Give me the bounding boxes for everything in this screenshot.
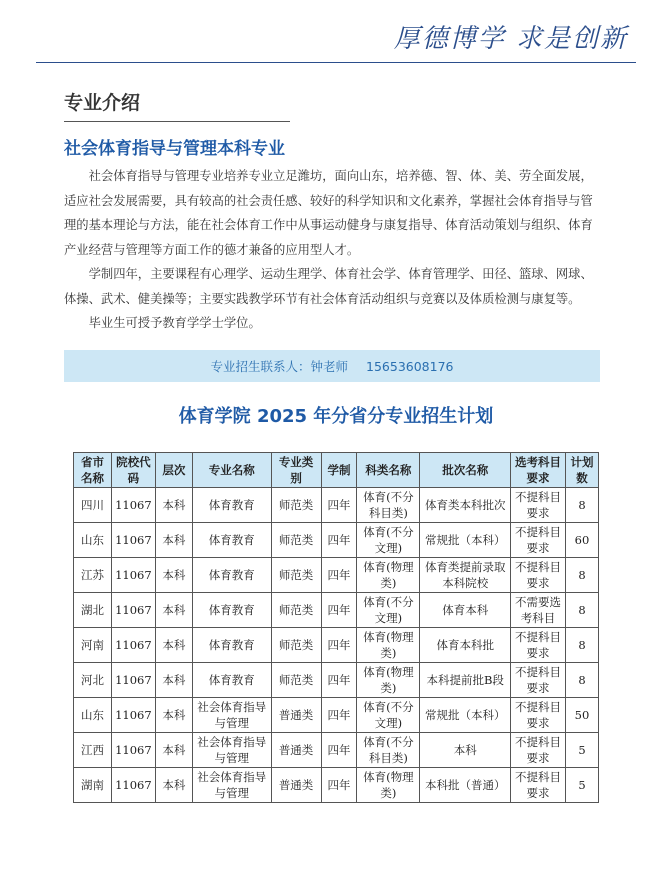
enrollment-plan-table — [73, 452, 599, 803]
cell-plan-count: 8 — [565, 628, 598, 663]
cell-duration: 四年 — [321, 593, 357, 628]
header-subject-requirement: 选考科目要求 — [511, 453, 566, 488]
cell-major-category: 普通类 — [271, 768, 321, 803]
cell-plan-count: 8 — [565, 593, 598, 628]
cell-level: 本科 — [155, 523, 192, 558]
table-body — [74, 488, 599, 803]
section-heading: 专业介绍 — [64, 92, 141, 114]
major-description — [64, 164, 604, 336]
table-row — [74, 663, 599, 698]
cell-batch: 常规批（本科） — [420, 523, 511, 558]
table-row — [74, 593, 599, 628]
header-school-code: 院校代码 — [111, 453, 155, 488]
header-divider — [36, 62, 636, 63]
cell-subject-type: 体育(不分科目类) — [357, 488, 420, 523]
cell-duration: 四年 — [321, 768, 357, 803]
cell-school-code: 11067 — [111, 628, 155, 663]
description-paragraph: 社会体育指导与管理专业培养专业立足潍坊，面向山东，培养德、智、体、美、劳全面发展，适应社会发展需要，具有较高的社会责任感、较好的科学知识和文化素养，掌握社会体育指导与管理的基本理论与方法，能在社会体育工作中从事运动健身与康复指导、体育活动策划与组织、体育产业经营与管理等方面工作的德才兼备的应用型人才。 — [64, 169, 593, 257]
cell-level: 本科 — [155, 558, 192, 593]
table-header-row — [74, 453, 599, 488]
header-major-name: 专业名称 — [192, 453, 271, 488]
cell-subject-requirement: 不提科目要求 — [511, 488, 566, 523]
cell-major-category: 普通类 — [271, 698, 321, 733]
cell-province: 山东 — [74, 523, 112, 558]
cell-subject-type: 体育(不分文理) — [357, 593, 420, 628]
description-paragraph: 毕业生可授予教育学学士学位。 — [88, 316, 261, 330]
cell-major-name: 体育教育 — [192, 663, 271, 698]
cell-plan-count: 8 — [565, 558, 598, 593]
cell-subject-type: 体育(不分科目类) — [357, 733, 420, 768]
cell-school-code: 11067 — [111, 663, 155, 698]
cell-school-code: 11067 — [111, 593, 155, 628]
cell-batch: 本科批（普通） — [420, 768, 511, 803]
table-row — [74, 768, 599, 803]
cell-school-code: 11067 — [111, 698, 155, 733]
cell-batch: 体育本科 — [420, 593, 511, 628]
cell-province: 山东 — [74, 698, 112, 733]
header-province: 省市名称 — [74, 453, 112, 488]
cell-duration: 四年 — [321, 523, 357, 558]
cell-subject-requirement: 不提科目要求 — [511, 663, 566, 698]
cell-subject-type: 体育(物理类) — [357, 663, 420, 698]
table-row — [74, 733, 599, 768]
cell-major-name: 社会体育指导与管理 — [192, 733, 271, 768]
cell-level: 本科 — [155, 698, 192, 733]
cell-subject-requirement: 不提科目要求 — [511, 733, 566, 768]
cell-subject-type: 体育(物理类) — [357, 628, 420, 663]
cell-batch: 体育类本科批次 — [420, 488, 511, 523]
cell-batch: 体育类提前录取本科院校 — [420, 558, 511, 593]
header-plan-count: 计划数 — [565, 453, 598, 488]
cell-plan-count: 8 — [565, 488, 598, 523]
cell-subject-requirement: 不提科目要求 — [511, 523, 566, 558]
cell-duration: 四年 — [321, 733, 357, 768]
header-subject-type: 科类名称 — [357, 453, 420, 488]
cell-province: 湖北 — [74, 593, 112, 628]
cell-subject-type: 体育(物理类) — [357, 768, 420, 803]
cell-major-category: 师范类 — [271, 663, 321, 698]
cell-duration: 四年 — [321, 698, 357, 733]
cell-duration: 四年 — [321, 488, 357, 523]
cell-province: 河北 — [74, 663, 112, 698]
cell-major-category: 师范类 — [271, 558, 321, 593]
table-row — [74, 628, 599, 663]
header-major-category: 专业类别 — [271, 453, 321, 488]
cell-subject-requirement: 不提科目要求 — [511, 628, 566, 663]
table-row — [74, 698, 599, 733]
cell-major-name: 体育教育 — [192, 523, 271, 558]
cell-major-category: 师范类 — [271, 593, 321, 628]
header-level: 层次 — [155, 453, 192, 488]
cell-subject-requirement: 不提科目要求 — [511, 558, 566, 593]
cell-subject-type: 体育(不分文理) — [357, 523, 420, 558]
cell-plan-count: 8 — [565, 663, 598, 698]
cell-province: 江苏 — [74, 558, 112, 593]
cell-subject-requirement: 不需要选考科目 — [511, 593, 566, 628]
cell-major-name: 体育教育 — [192, 628, 271, 663]
cell-major-name: 社会体育指导与管理 — [192, 768, 271, 803]
cell-major-name: 社会体育指导与管理 — [192, 698, 271, 733]
cell-school-code: 11067 — [111, 523, 155, 558]
cell-plan-count: 5 — [565, 733, 598, 768]
cell-major-category: 师范类 — [271, 628, 321, 663]
cell-level: 本科 — [155, 628, 192, 663]
cell-level: 本科 — [155, 593, 192, 628]
cell-level: 本科 — [155, 768, 192, 803]
cell-major-category: 师范类 — [271, 488, 321, 523]
school-motto: 厚德博学 求是创新 — [393, 24, 628, 54]
cell-plan-count: 50 — [565, 698, 598, 733]
cell-plan-count: 60 — [565, 523, 598, 558]
cell-subject-type: 体育(不分文理) — [357, 698, 420, 733]
contact-phone: 15653608176 — [366, 358, 454, 374]
cell-major-category: 普通类 — [271, 733, 321, 768]
cell-level: 本科 — [155, 663, 192, 698]
cell-batch: 体育本科批 — [420, 628, 511, 663]
cell-subject-type: 体育(物理类) — [357, 558, 420, 593]
cell-plan-count: 5 — [565, 768, 598, 803]
cell-province: 河南 — [74, 628, 112, 663]
cell-province: 湖南 — [74, 768, 112, 803]
header-batch: 批次名称 — [420, 453, 511, 488]
table-row — [74, 523, 599, 558]
section-divider — [64, 121, 290, 122]
cell-province: 江西 — [74, 733, 112, 768]
cell-major-name: 体育教育 — [192, 593, 271, 628]
header-duration: 学制 — [321, 453, 357, 488]
cell-subject-requirement: 不提科目要求 — [511, 768, 566, 803]
contact-label: 专业招生联系人：钟老师 — [210, 359, 349, 374]
cell-duration: 四年 — [321, 628, 357, 663]
cell-batch: 本科提前批B段 — [420, 663, 511, 698]
major-title: 社会体育指导与管理本科专业 — [64, 139, 285, 159]
cell-level: 本科 — [155, 488, 192, 523]
cell-level: 本科 — [155, 733, 192, 768]
plan-title: 体育学院 2025 年分省分专业招生计划 — [178, 406, 494, 427]
cell-batch: 常规批（本科） — [420, 698, 511, 733]
cell-duration: 四年 — [321, 558, 357, 593]
cell-batch: 本科 — [420, 733, 511, 768]
table-row — [74, 488, 599, 523]
cell-major-name: 体育教育 — [192, 558, 271, 593]
table-row — [74, 558, 599, 593]
cell-school-code: 11067 — [111, 768, 155, 803]
cell-major-category: 师范类 — [271, 523, 321, 558]
cell-duration: 四年 — [321, 663, 357, 698]
contact-bar — [64, 350, 600, 382]
cell-province: 四川 — [74, 488, 112, 523]
cell-school-code: 11067 — [111, 733, 155, 768]
description-paragraph: 学制四年，主要课程有心理学、运动生理学、体育社会学、体育管理学、田径、篮球、网球、体操、武术、健美操等；主要实践教学环节有社会体育活动组织与竞赛以及体质检测与康复等。 — [64, 267, 593, 306]
cell-major-name: 体育教育 — [192, 488, 271, 523]
cell-school-code: 11067 — [111, 488, 155, 523]
cell-school-code: 11067 — [111, 558, 155, 593]
cell-subject-requirement: 不提科目要求 — [511, 698, 566, 733]
